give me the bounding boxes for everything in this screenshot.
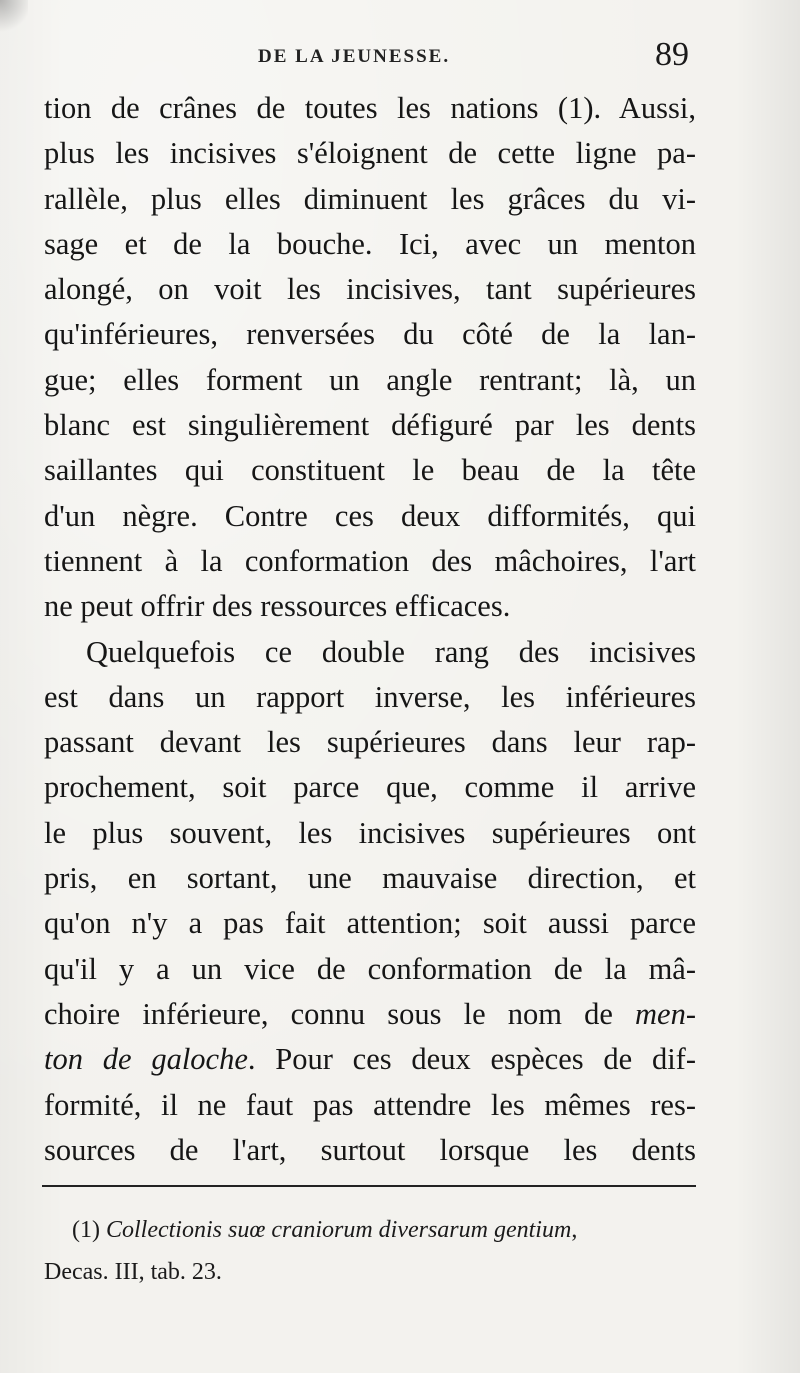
body-text [44, 86, 696, 1173]
running-head [0, 36, 800, 82]
footnote-line [44, 1209, 698, 1251]
text-line: prochement, soit parce que, comme il arrive [44, 770, 696, 805]
page-number: 89 [655, 36, 689, 73]
footnote-comma: , [571, 1217, 578, 1243]
running-title: DE LA JEUNESSE. [258, 46, 451, 67]
text-line: tion de crânes de toutes les nations (1). Aussi, [44, 91, 696, 125]
text-line [44, 1037, 696, 1082]
text-line: d'un nègre. Contre ces deux difformités, qui [44, 498, 696, 533]
text-line: formité, il ne faut pas attendre les mêmes res- [44, 1087, 696, 1122]
text-fragment: choire inférieure, connu sous le nom de [44, 996, 636, 1031]
text-line: saillantes qui constituent le beau de la tête [44, 453, 696, 488]
text-line: qu'on n'y a pas fait attention; soit aussi parce [44, 906, 696, 941]
text-line [44, 992, 696, 1037]
text-line: rallèle, plus elles diminuent les grâces du vi- [44, 181, 696, 216]
text-line: pris, en sortant, une mauvaise direction, et [44, 861, 696, 896]
text-line: ne peut offrir des ressources efficaces. [44, 589, 511, 624]
text-line: Quelquefois ce double rang des incisives [86, 634, 696, 669]
text-line: blanc est singulièrement défiguré par les dents [44, 408, 696, 443]
text-line: qu'il y a un vice de conformation de la mâ- [44, 951, 696, 986]
footnote-marker: (1) [72, 1217, 106, 1243]
italic-term: ton de galoche [44, 1042, 248, 1077]
text-line: alongé, on voit les incisives, tant supérieures [44, 272, 696, 307]
paragraph-2 [44, 630, 696, 1174]
text-line: sage et de la bouche. Ici, avec un menton [44, 226, 696, 261]
paragraph-1 [44, 86, 696, 630]
text-line: est dans un rapport inverse, les inférieures [44, 679, 696, 714]
footnote-title: Collectionis suœ craniorum diversarum gentium [105, 1217, 572, 1243]
text-line: passant devant les supérieures dans leur rap- [44, 725, 696, 760]
footnote [44, 1209, 698, 1293]
text-line: qu'inférieures, renversées du côté de la lan- [44, 317, 696, 352]
text-line: plus les incisives s'éloignent de cette ligne pa- [44, 136, 696, 171]
text-line: sources de l'art, surtout lorsque les dents [44, 1132, 696, 1167]
footnote-rule [42, 1185, 696, 1187]
footnote-line: Decas. III, tab. 23. [44, 1259, 222, 1285]
page-corner-smudge [0, 0, 28, 36]
text-line: tiennent à la conformation des mâchoires, l'art [44, 543, 696, 578]
italic-term: men- [635, 996, 696, 1031]
text-line: le plus souvent, les incisives supérieures ont [44, 815, 696, 850]
text-fragment: . Pour ces deux espèces de dif- [247, 1042, 696, 1077]
text-line: gue; elles forment un angle rentrant; là, un [44, 362, 696, 397]
